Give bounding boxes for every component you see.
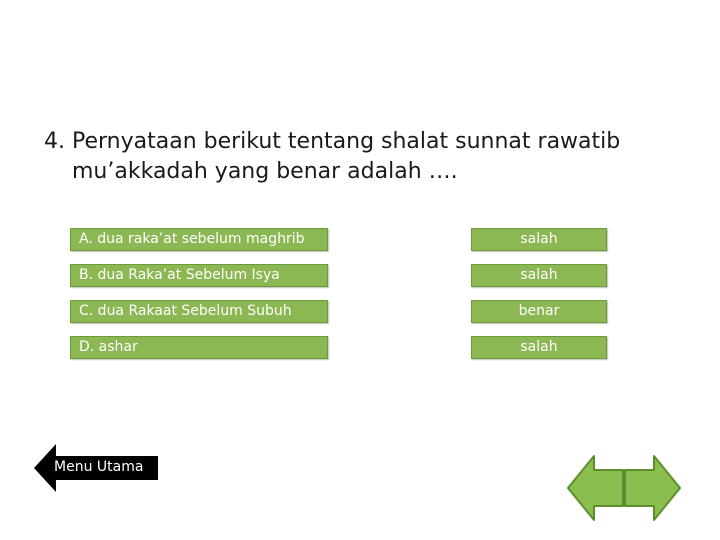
- option-d-button[interactable]: D. ashar: [70, 336, 328, 359]
- menu-utama-label: Menu Utama: [54, 459, 144, 475]
- prev-slide-button[interactable]: [566, 454, 624, 522]
- option-c-button[interactable]: C. dua Rakaat Sebelum Subuh: [70, 300, 328, 323]
- option-a-result[interactable]: salah: [471, 228, 607, 251]
- option-b-button[interactable]: B. dua Raka’at Sebelum Isya: [70, 264, 328, 287]
- menu-utama-button[interactable]: [34, 444, 158, 492]
- navigation-arrows: [566, 454, 682, 522]
- option-a-button[interactable]: A. dua raka’at sebelum maghrib: [70, 228, 328, 251]
- next-slide-button[interactable]: [624, 454, 682, 522]
- question-text: 4. Pernyataan berikut tentang shalat sunnat rawatib mu’akkadah yang benar adalah ….: [44, 129, 621, 184]
- option-d-result[interactable]: salah: [471, 336, 607, 359]
- option-c-result[interactable]: benar: [471, 300, 607, 323]
- option-b-result[interactable]: salah: [471, 264, 607, 287]
